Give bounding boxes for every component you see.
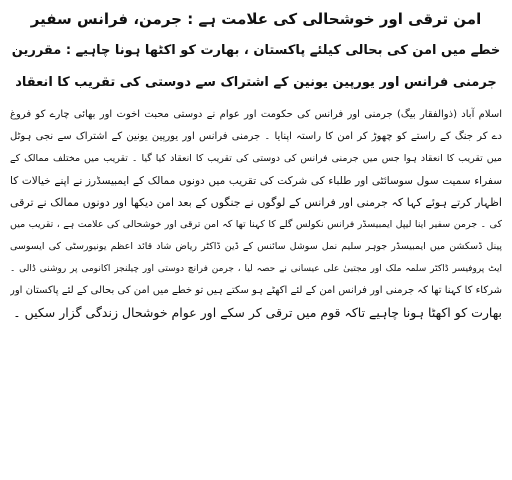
body-line: اظہار کرتے ہوئے کہا کہ جرمنی اور فرانس کے لوگوں نے جنگوں کے بعد امن دیکھا اور دونوں ممالک نے ترقی (10, 196, 502, 209)
body-line: اسلام آباد (ذوالفقار بیگ) جرمنی اور فرانس کی حکومت اور عوام نے دوستی محبت اخوت اور بھائی چارے کو فروغ (10, 109, 502, 120)
body-line: کی ۔ جرمن سفیر اینا لیپل ایمبیسڈر فرانس نکولس گلے کا کہنا تھا کہ امن ترقی اور خوشحالی کی علامت ہے ، تقریب میں (10, 219, 502, 230)
headline-block (10, 8, 502, 94)
body-line: سفراء سمیت سول سوسائٹی اور طلباء کی شرکت کی تقریب میں دونوں ممالک کے ایمبیسڈرز نے اپنے خیالات کا (10, 175, 502, 187)
headline-sub-1: خطے میں امن کی بحالی کیلئے پاکستان ، بھارت کو اکٹھا ہونا چاہیے : مقررین (11, 43, 501, 58)
body-line: میں تقریب کا انعقاد ہوا جس میں جرمنی فرانس کی دوستی کی تقریب کا انعقاد کیا گیا ۔ تقریب میں مختلف ممالک کے (10, 153, 502, 164)
body-line: بھارت کو اکھٹا ہونا چاہیے تاکہ قوم میں ترقی کر سکے اور عوام خوشحال زندگی گزار سکیں ۔ (13, 305, 502, 320)
body-line: پینل ڈسکشن میں ایمبیسڈر جوہر سلیم نمل سوشل سائنس کے ڈین ڈاکٹر ریاض شاد قائد اعظم یونیورسٹی کی ایسوسی (10, 241, 502, 252)
headline-sub-2: جرمنی فرانس اور یورپین یونین کے اشتراک سے دوستی کی تقریب کا انعقاد (15, 75, 497, 90)
article-body (10, 104, 502, 324)
body-line: ایٹ پروفیسر ڈاکٹر سلمہ ملک اور مجتبیٰ علی عیسانی نے حصہ لیا ، جرمن فرانچ دوستی اور چیلنجز اکانومی پر روشنی ڈالی ۔ (10, 264, 502, 274)
headline-main: امن ترقی اور خوشحالی کی علامت ہے : جرمن، فرانس سفیر (30, 10, 482, 28)
body-line: شرکاء کا کہنا تھا کہ جرمنی اور فرانس امن کے لئے اکھٹے ہو سکتے ہیں تو خطے میں امن کی بحالی کے لئے پاکستان اور (10, 285, 502, 296)
body-line: دے کر جنگ کے راستے کو چھوڑ کر امن کا راستہ اپنایا ۔ جرمنی فرانس اور یورپین یونین کے اشتراک سے نجی ہوٹل (10, 131, 502, 142)
